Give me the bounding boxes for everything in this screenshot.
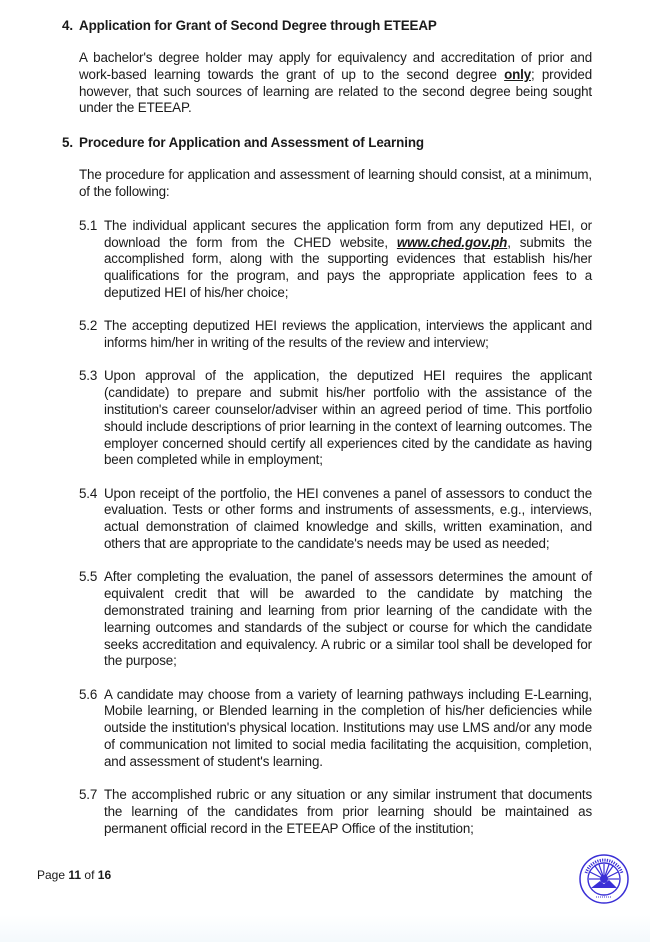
item-text-part: , submits the accomplished form, along with the supporting evidences that establish his/her qualifications for the program, and pays the appropriate application fees to a deputized HEI of his/her choice; [104, 234, 592, 300]
emphasis-text: only [504, 66, 532, 82]
ched-seal-icon [578, 853, 630, 905]
paragraph-text: ; provided however, that such sources of learning are related to the second degree being sought under the ETEEAP. [79, 66, 593, 116]
procedure-list [79, 218, 592, 838]
section-title: Application for Grant of Second Degree through ETEEAP [79, 18, 437, 33]
total-pages-number: 16 [97, 868, 112, 882]
current-page-number: 11 [68, 868, 82, 882]
list-item [79, 218, 592, 302]
list-item [79, 569, 592, 670]
item-number: 5.1 [79, 217, 98, 233]
ched-website-link[interactable]: www.ched.gov.ph [396, 234, 508, 250]
of-label: of [84, 868, 95, 882]
list-item [79, 318, 592, 352]
item-number: 5.3 [79, 368, 98, 384]
item-text: After completing the evaluation, the panel of assessors determines the amount of equivalent credit that will be awarded to the candidate by matching the demonstrated training and learning from prior learning of the candidate with the learning outcomes and standards of the subject or course for which the candidate seeks accreditation and equivalency. A rubric or a similar tool shall be developed for the purpose; [104, 569, 592, 669]
item-number: 5.2 [79, 318, 98, 334]
item-text: The accomplished rubric or any situation or any similar instrument that documents the learning of the candidates from prior learning should be maintained as permanent official record in the ETEEAP Office of the institution; [104, 787, 592, 836]
section-number: 5. [62, 135, 73, 151]
item-text: Upon approval of the application, the deputized HEI requires the applicant (candidate) to prepare and submit his/her portfolio with the assistance of the institution's career counselor/adviser within an agreed period of time. This portfolio should include descriptions of prior learning in the context of learning outcomes. The employer concerned should certify all experiences cited by the candidate as having been completed while in employment; [104, 368, 592, 468]
list-item [79, 368, 592, 469]
item-number: 5.7 [79, 787, 98, 803]
list-item [79, 787, 592, 837]
item-number: 5.4 [79, 485, 98, 501]
section-heading [62, 134, 592, 151]
section-paragraph [79, 50, 592, 117]
scan-tint [0, 915, 650, 942]
page-content [62, 17, 592, 854]
paragraph-text: A bachelor's degree holder may apply for equivalency and accreditation of prior and work-based learning towards the grant of up to the second degree [79, 50, 592, 82]
item-text: Upon receipt of the portfolio, the HEI convenes a panel of assessors to conduct the evaluation. Tests or other forms and instruments of assessments, e.g., interviews, actual demonstration of claimed knowledge and skills, written examination, and others that are appropriate to the candidate's needs may be used as needed; [104, 485, 592, 552]
list-item [79, 486, 592, 553]
item-text [104, 218, 592, 302]
item-number: 5.6 [79, 686, 98, 702]
section-5 [62, 134, 592, 837]
section-title: Procedure for Application and Assessment of Learning [79, 135, 425, 151]
section-heading [62, 17, 592, 34]
item-text: The accepting deputized HEI reviews the application, interviews the applicant and informs him/her in writing of the results of the review and interview; [104, 318, 592, 351]
item-text-part: The individual applicant secures the application form from any deputized HEI, or download the form from the CHED website, [104, 217, 592, 250]
list-item [79, 687, 592, 771]
section-number: 4. [62, 18, 73, 33]
page-label: Page [37, 868, 66, 882]
item-text: A candidate may choose from a variety of learning pathways including E-Learning, Mobile learning, or Blended learning in the completion of his/her deficiencies while outside the institution's physical location. Institutions may use LMS and/or any mode of communication not limited to social media facilitating the acquisition, completion, and assessment of student's learning. [104, 686, 592, 769]
page-footer [37, 868, 111, 882]
section-intro: The procedure for application and assessment of learning should consist, at a minimum, of the following: [79, 167, 592, 199]
item-number: 5.5 [79, 569, 98, 585]
section-4 [62, 17, 592, 117]
